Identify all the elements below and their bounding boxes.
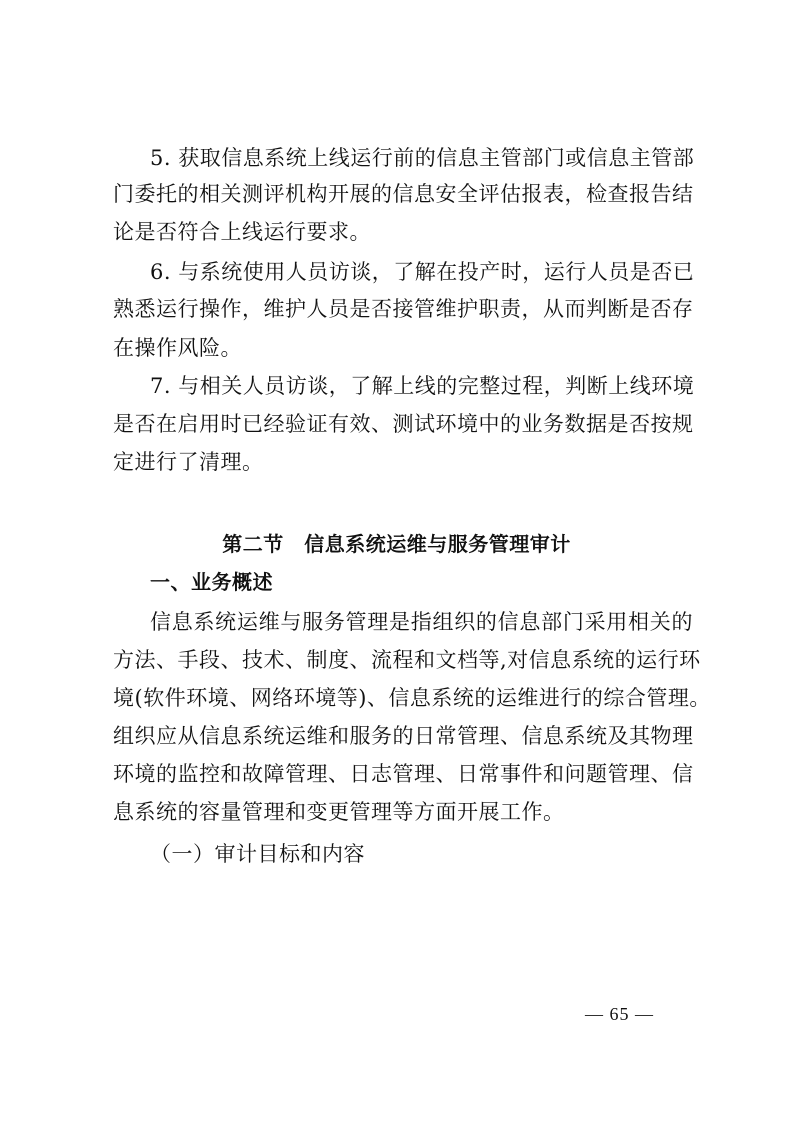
page-number: — 65 — bbox=[585, 1004, 654, 1024]
item-title: （一）审计目标和内容 bbox=[150, 842, 365, 866]
overview-line-3: 境(软件环境、网络环境等)、信息系统的运维进行的综合管理。 bbox=[113, 686, 711, 710]
paragraph-6-line-2: 熟悉运行操作，维护人员是否接管维护职责，从而判断是否存 bbox=[113, 297, 694, 321]
overview-line-1: 信息系统运维与服务管理是指组织的信息部门采用相关的 bbox=[150, 610, 693, 634]
paragraph-5-line-3: 论是否符合上线运行要求。 bbox=[113, 220, 371, 244]
overview-line-6: 息系统的容量管理和变更管理等方面开展工作。 bbox=[113, 800, 565, 824]
overview-line-2: 方法、手段、技术、制度、流程和文档等,对信息系统的运行环 bbox=[113, 648, 701, 672]
paragraph-7-line-1: 7. 与相关人员访谈，了解上线的完整过程，判断上线环境 bbox=[150, 374, 695, 398]
paragraph-5-line-2: 门委托的相关测评机构开展的信息安全评估报表，检查报告结 bbox=[113, 182, 694, 206]
paragraph-6-line-1: 6. 与系统使用人员访谈，了解在投产时，运行人员是否已 bbox=[150, 260, 695, 284]
paragraph-7-line-2: 是否在启用时已经验证有效、测试环境中的业务数据是否按规 bbox=[113, 412, 694, 436]
paragraph-6-line-3: 在操作风险。 bbox=[113, 336, 242, 360]
paragraph-7-line-3: 定进行了清理。 bbox=[113, 450, 264, 474]
overview-line-5: 环境的监控和故障管理、日志管理、日常事件和问题管理、信 bbox=[113, 762, 694, 786]
paragraph-5-line-1: 5. 获取信息系统上线运行前的信息主管部门或信息主管部 bbox=[150, 146, 695, 170]
overview-line-4: 组织应从信息系统运维和服务的日常管理、信息系统及其物理 bbox=[113, 724, 694, 748]
subsection-title: 一、业务概述 bbox=[150, 570, 273, 594]
section-title: 第二节 信息系统运维与服务管理审计 bbox=[222, 532, 571, 556]
